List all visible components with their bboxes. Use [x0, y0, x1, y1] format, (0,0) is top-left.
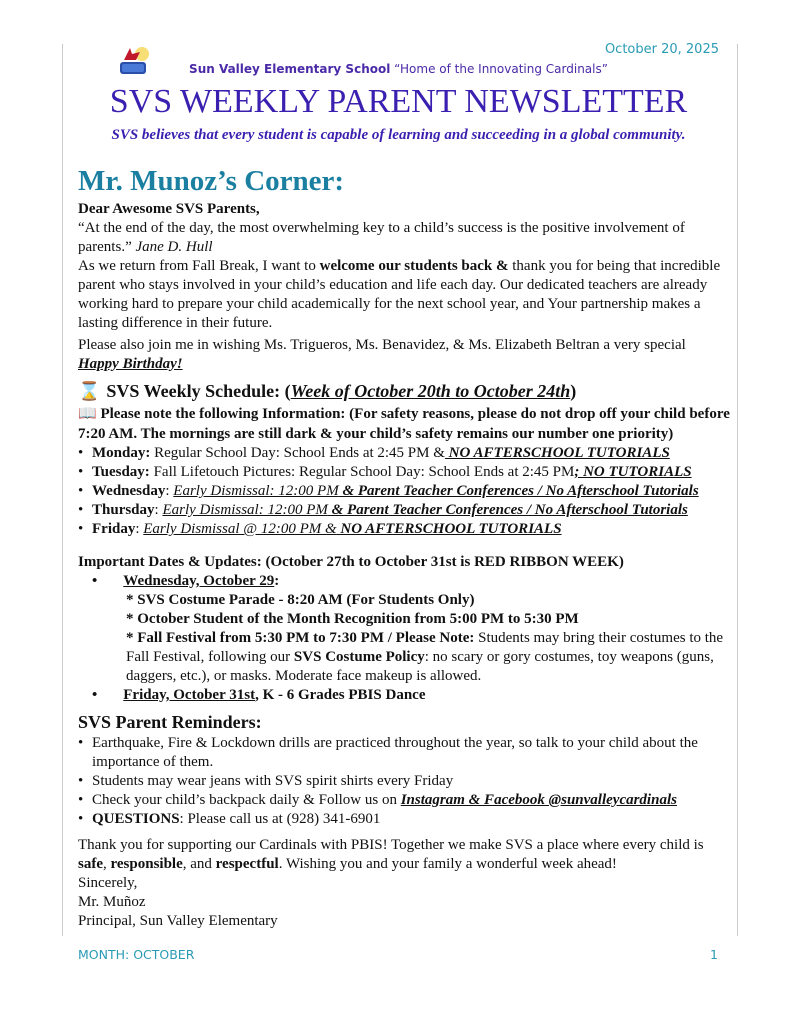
corner-heading: Mr. Munoz’s Corner:	[78, 165, 345, 197]
newsletter-date: October 20, 2025	[604, 42, 719, 57]
text: respectful	[215, 856, 279, 872]
schedule-heading	[78, 379, 730, 404]
quote-author: Jane D. Hull	[135, 239, 213, 255]
text: SVS Costume Policy	[293, 649, 425, 665]
text: ; NO TUTORIALS	[574, 464, 692, 480]
page-footer	[78, 947, 718, 963]
text: & Parent Teacher Conferences / No Afterschool Tutorials	[327, 502, 688, 518]
fall-festival	[126, 629, 730, 686]
schedule-thursday	[78, 501, 730, 520]
text: : no scary or gory costumes, toy weapons (guns, daggers, etc.), or masks. Moderate face makeup is allowed.	[126, 649, 714, 684]
date: Wednesday, October 29	[123, 573, 275, 589]
schedule-friday	[78, 520, 730, 539]
text: QUESTIONS	[92, 811, 180, 827]
day: Wednesday	[92, 483, 166, 499]
text: Please also join me in wishing Ms. Trigueros, Ms. Benavidez, & Ms. Elizabeth Beltran a very special	[78, 337, 686, 353]
text: Early Dismissal: 12:00 PM	[173, 483, 339, 499]
birthday-text: Happy Birthday!	[78, 356, 183, 372]
text: * Fall Festival from 5:30 PM to 7:30 PM / Please Note:	[126, 630, 475, 646]
school-motto: SVS believes that every student is capable of learning and succeeding in a global community.	[111, 127, 686, 143]
reminder: • Earthquake, Fire & Lockdown drills are practiced throughout the year, so talk to your child about the importance of them.	[78, 734, 730, 772]
text: :	[165, 483, 174, 499]
dates-heading: Important Dates & Updates: (October 27th to October 31st is RED RIBBON WEEK)	[78, 554, 624, 570]
text: )	[570, 381, 577, 401]
signer-role: Principal, Sun Valley Elementary	[78, 913, 278, 929]
reminder: • Students may wear jeans with SVS spirit shirts every Friday	[78, 772, 730, 791]
text: SVS Weekly Schedule: (	[106, 381, 291, 401]
text: :	[154, 502, 163, 518]
footer-month: MONTH: OCTOBER	[78, 947, 195, 962]
text: . Wishing you and your family a wonderful week ahead!	[278, 856, 617, 872]
event: * October Student of the Month Recognition from 5:00 PM to 5:30 PM	[126, 611, 579, 627]
closing-paragraph	[78, 836, 730, 874]
schedule-list	[78, 444, 730, 539]
text: Early Dismissal: 12:00 PM	[162, 502, 328, 518]
schedule-monday	[78, 444, 730, 463]
safety-note	[78, 404, 730, 444]
text: Early Dismissal @ 12:00 PM &	[143, 521, 337, 537]
text: Thank you for supporting our Cardinals with PBIS! Together we make SVS a place where every child is	[78, 837, 704, 853]
hourglass-icon: ⌛	[78, 381, 101, 401]
page-number: 1	[710, 947, 718, 962]
text: , and	[182, 856, 216, 872]
text: Fall Lifetouch Pictures: Regular School Day: School Ends at 2:45 PM	[149, 464, 575, 480]
dates-wed	[92, 572, 730, 591]
quote-paragraph	[78, 219, 730, 257]
school-tagline: “Home of the Innovating Cardinals”	[394, 62, 608, 76]
schedule-tuesday	[78, 463, 730, 482]
book-icon: 📖	[78, 406, 97, 422]
date: Friday, October 31st	[123, 687, 256, 703]
day: Thursday	[92, 502, 155, 518]
text: responsible	[110, 856, 183, 872]
social-link[interactable]: Instagram & Facebook @sunvalleycardinals	[400, 792, 677, 808]
school-line	[0, 62, 797, 77]
day: Monday:	[92, 445, 151, 461]
text: :	[274, 573, 280, 589]
text: : (For safety reasons, please do not drop off your child before 7:20 AM. The mornings are still dark & your child’s safety remains our number one priority)	[78, 406, 730, 442]
bullet: •	[92, 687, 98, 703]
text: :	[135, 521, 144, 537]
day: Friday	[92, 521, 136, 537]
bullet: •	[92, 573, 98, 589]
birthday-paragraph	[78, 336, 730, 374]
newsletter-title: SVS WEEKLY PARENT NEWSLETTER	[109, 83, 688, 120]
text: Students may bring their costumes to the Fall Festival, following our	[126, 630, 724, 665]
text: As we return from Fall Break, I want to	[78, 258, 320, 274]
sign-off: Sincerely,	[78, 875, 138, 891]
text: NO AFTERSCHOOL TUTORIALS	[444, 445, 670, 461]
reminders-heading: SVS Parent Reminders:	[78, 712, 262, 732]
reminder	[78, 810, 730, 829]
signer-name: Mr. Muñoz	[78, 894, 146, 910]
newsletter-body	[78, 164, 730, 963]
event: * SVS Costume Parade - 8:20 AM (For Students Only)	[126, 592, 475, 608]
text: Please note the following Information	[100, 406, 341, 422]
schedule-wednesday	[78, 482, 730, 501]
dates-list	[92, 572, 730, 705]
text: : Please call us at (928) 341-6901	[179, 811, 381, 827]
greeting: Dear Awesome SVS Parents,	[78, 201, 260, 217]
text-bold: welcome our students back &	[319, 258, 509, 274]
text: safe	[78, 856, 103, 872]
text: Regular School Day: School Ends at 2:45 PM &	[150, 445, 445, 461]
school-name: Sun Valley Elementary School	[189, 62, 391, 76]
text: NO AFTERSCHOOL TUTORIALS	[336, 521, 562, 537]
reminders-list	[78, 734, 730, 829]
text: , K - 6 Grades PBIS Dance	[255, 687, 426, 703]
week-range: Week of October 20th to October 24th	[290, 381, 571, 401]
text: thank you for being that incredible parent who stays involved in your child’s education and life each day. Our dedicated teachers are already working hard to prepare your child academically for the next school year, and Your partnership makes a lasting difference in their future.	[78, 258, 721, 331]
dates-fri	[92, 686, 730, 705]
day: Tuesday:	[92, 464, 150, 480]
quote: “At the end of the day, the most overwhelming key to a child’s success is the positive involvement of parents.”	[78, 220, 685, 255]
welcome-paragraph	[78, 257, 730, 333]
text: ,	[103, 856, 111, 872]
text: Check your child’s backpack daily & Follow us on	[92, 792, 401, 808]
reminder	[78, 791, 730, 810]
text: & Parent Teacher Conferences / No Afterschool Tutorials	[338, 483, 699, 499]
